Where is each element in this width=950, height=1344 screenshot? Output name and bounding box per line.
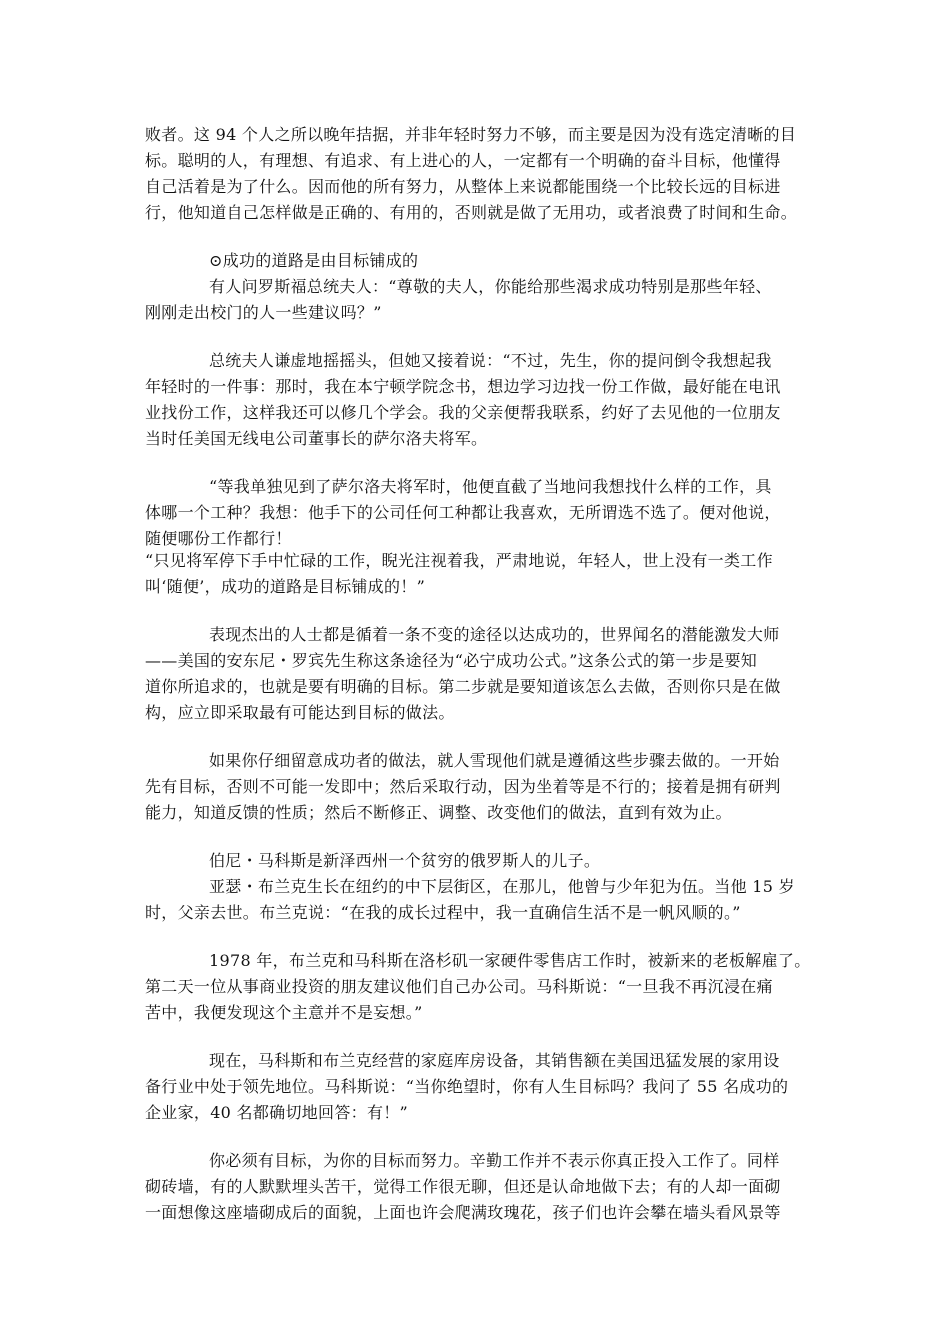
text-line: 一面想像这座墙砌成后的面貌，上面也许会爬满玫瑰花，孩子们也许会攀在墙头看风景等	[145, 1203, 781, 1222]
text-line: 总统夫人谦虚地摇摇头，但她又接着说：“不过，先生，你的提问倒令我想起我	[209, 351, 772, 370]
text-line: 业找份工作，这样我还可以修几个学会。我的父亲便帮我联系，约好了去见他的一位朋友	[145, 403, 781, 422]
text-line: 第二天一位从事商业投资的朋友建议他们自己办公司。马科斯说：“一旦我不再沉浸在痛	[145, 977, 773, 996]
text-line: 你必须有目标，为你的目标而努力。辛勤工作并不表示你真正投入工作了。同样	[209, 1151, 780, 1170]
text-line: 伯尼・马科斯是新泽西州一个贫穷的俄罗斯人的儿子。	[209, 851, 601, 870]
text-line: 备行业中处于领先地位。马科斯说：“当你绝望时，你有人生目标吗？我问了 55 名成功的	[145, 1077, 789, 1096]
text-line: 叫‘随便’，成功的道路是目标铺成的！”	[145, 577, 426, 596]
text-line: 企业家，40 名都确切地回答：有！”	[145, 1103, 409, 1122]
text-line: 当时任美国无线电公司董事长的萨尔洛夫将军。	[145, 429, 488, 448]
text-line: 有人问罗斯福总统夫人：“尊敬的夫人，你能给那些渴求成功特别是那些年轻、	[209, 277, 772, 296]
text-line: ⊙成功的道路是由目标铺成的	[209, 251, 419, 270]
text-line: 时，父亲去世。布兰克说：“在我的成长过程中，我一直确信生活不是一帆风顺的。”	[145, 903, 741, 922]
text-line: 苦中，我便发现这个主意并不是妄想。”	[145, 1003, 423, 1022]
text-line: 败者。这 94 个人之所以晚年拮据，并非年轻时努力不够，而主要是因为没有选定清晰的目	[145, 125, 797, 144]
text-line: 行，他知道自己怎样做是正确的、有用的，否则就是做了无用功，或者浪费了时间和生命。	[145, 203, 798, 222]
text-line: ——美国的安东尼・罗宾先生称这条途径为“必宁成功公式。”这条公式的第一步是要知	[145, 651, 758, 670]
text-line: 年轻时的一件事：那时，我在本宁顿学院念书，想边学习边找一份工作做，最好能在电讯	[145, 377, 781, 396]
text-line: 表现杰出的人士都是循着一条不变的途径以达成功的，世界闻名的潜能激发大师	[209, 625, 780, 644]
text-line: 道你所追求的，也就是要有明确的目标。第二步就是要知道该怎么去做，否则你只是在做	[145, 677, 781, 696]
text-line: 现在，马科斯和布兰克经营的家庭库房设备，其销售额在美国迅猛发展的家用设	[209, 1051, 780, 1070]
text-line: 先有目标，否则不可能一发即中；然后采取行动，因为坐着等是不行的；接着是拥有研判	[145, 777, 781, 796]
text-line: “只见将军停下手中忙碌的工作，睨光注视着我，严肃地说，年轻人，世上没有一类工作	[145, 551, 773, 570]
text-line: 能力，知道反馈的性质；然后不断修正、调整、改变他们的做法，直到有效为止。	[145, 803, 732, 822]
text-line: 砌砖墙，有的人默默埋头苦干，觉得工作很无聊，但还是认命地做下去；有的人却一面砌	[145, 1177, 781, 1196]
text-line: 构，应立即采取最有可能达到目标的做法。	[145, 703, 455, 722]
text-line: 如果你仔细留意成功者的做法，就人雪现他们就是遵循这些步骤去做的。一开始	[209, 751, 780, 770]
text-line: 刚刚走出校门的人一些建议吗？”	[145, 303, 382, 322]
text-line: 体哪一个工种？我想：他手下的公司任何工种都让我喜欢，无所谓选不选了。便对他说，	[145, 503, 781, 522]
text-line: 亚瑟・布兰克生长在纽约的中下层街区，在那儿，他曾与少年犯为伍。当他 15 岁	[209, 877, 795, 896]
text-line: 自己活着是为了什么。因而他的所有努力，从整体上来说都能围绕一个比较长远的目标进	[145, 177, 781, 196]
text-line: 1978 年，布兰克和马科斯在洛杉矶一家硬件零售店工作时，被新来的老板解雇了。	[209, 951, 811, 970]
text-line: 标。聪明的人，有理想、有追求、有上进心的人，一定都有一个明确的奋斗目标，他懂得	[145, 151, 781, 170]
text-line: 随便哪份工作都行！	[145, 529, 292, 548]
text-line: “等我单独见到了萨尔洛夫将军时，他便直截了当地问我想找什么样的工作，具	[209, 477, 772, 496]
